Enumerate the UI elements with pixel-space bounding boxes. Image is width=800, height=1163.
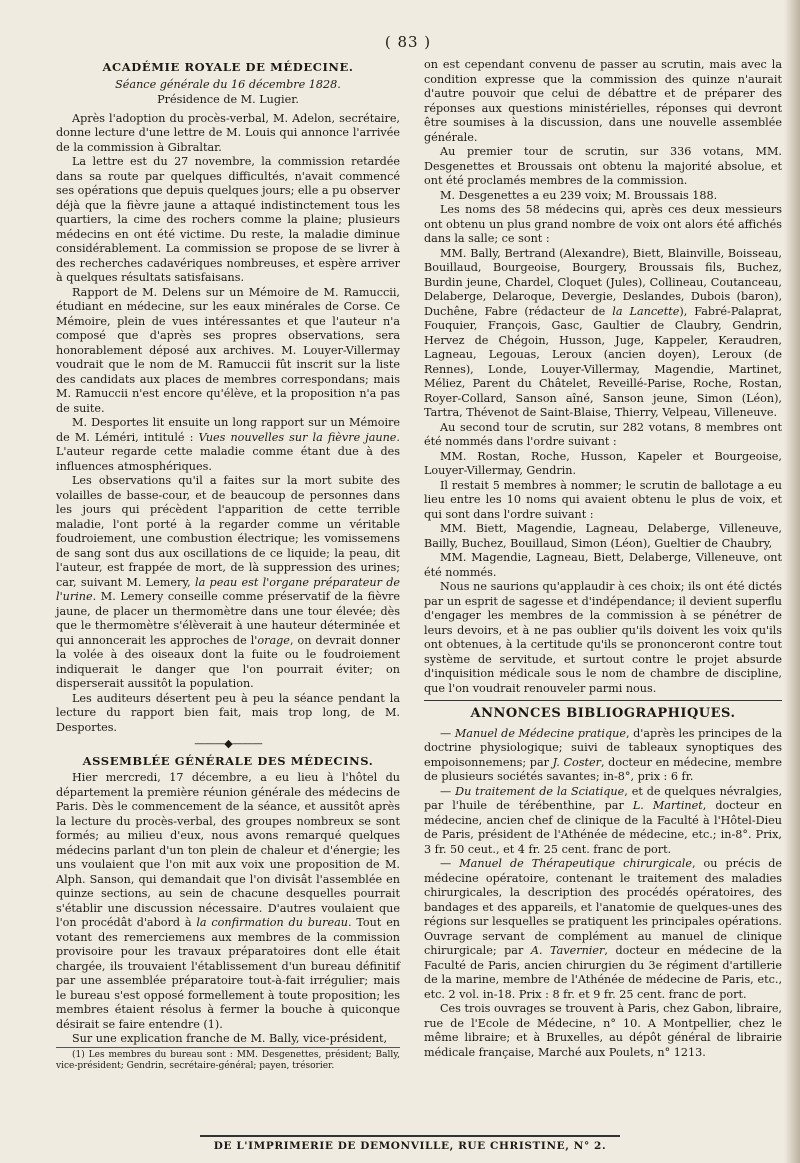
paragraph: on est cependant convenu de passer au scrutin, mais avec la condition expresse que la commission des quinze n'aurait d'autre pouvoir que celui de débattre et de préparer des réponses aux questions ministérielles, réponses qui devront être soumises à la discussion, dans une nouvelle assemblée générale. <box>424 58 782 144</box>
book-author: A. Tavernier <box>530 944 605 957</box>
text-run: MM. Bally, Bertrand (Alexandre), Biett, Blainville, Boisseau, Bouillaud, Bourgeoise, Bourgery, Broussais fils, Buchez, Burdin jeune, Chardel, Cloquet (Jules), Collineau, Coutanceau, Delaberge, Delaroque, Devergie, Deslandes, Dubois (baron), Duchêne, Fabre (rédacteur de <box>424 246 782 318</box>
text-run: , docteur en médecine, ancien chef de clinique de la Faculté à l'Hôtel-Dieu de Paris, président de l'Athénée de médecine, etc.; in-8°. Prix, 3 fr. 50 ceut., et 4 fr. 25 cent. franc de port. <box>424 799 782 856</box>
text-run: Les observations qu'il a faites sur la mort subite des volailles de basse-cour, et de beaucoup de personnes dans les jours qui précèdent l'apparition de cette terrible maladie, l'ont porté à la regarder comme un véritable foudroiement, une combustion électrique; les vomissemens de sang sont dus aux oscillations de ce liquide; la peau, dit l'auteur, est frappée de mort, de là suppression des urines; car, suivant M. Lemery, <box>56 474 400 589</box>
paragraph <box>56 474 400 692</box>
paragraph: Au second tour de scrutin, sur 282 votans, 8 membres ont été nommés dans l'ordre suivant : <box>424 420 782 448</box>
ornament-divider: ———◆——— <box>194 737 262 750</box>
paragraph: Après l'adoption du procès-verbal, M. Adelon, secrétaire, donne lecture d'une lettre de M. Louis qui annonce l'arrivée de la commission à Gibraltar. <box>56 111 400 154</box>
paragraph: Rapport de M. Delens sur un Mémoire de M. Ramuccii, étudiant en médecine, sur les eaux minérales de Corse. Ce Mémoire, plein de vues intéressantes et que l'auteur n'a composé que d'après ses propres observations, sera honorablement déposé aux archives. M. Louyer-Villermay voudrait que le nom de M. Ramuccii fût inscrit sur la liste des candidats aux places de membres correspondans; mais M. Ramuccii n'est encore qu'élève, et la proposition n'a pas de suite. <box>56 285 400 415</box>
paragraph <box>56 771 400 1032</box>
paragraph: Ces trois ouvrages se trouvent à Paris, chez Gabon, libraire, rue de l'Ecole de Médecine, n° 10. A Montpellier, chez le même libraire; et à Bruxelles, au dépôt général de librairie médicale française, Marché aux Poulets, n° 1213. <box>424 1002 782 1059</box>
text-run: ), Fabré-Palaprat, Fouquier, François, Gasc, Gaultier de Claubry, Gendrin, Hervez de Chégoin, Husson, Juge, Kappeler, Keraudren, Lagneau, Legouas, Leroux (ancien doyen), Leroux (de Rennes), Londe, Louyer-Villermay, Magendie, Martinet, Méliez, Parent du Châtelet, Reveillé-Parise, Roche, Rostan, Royer-Collard, Sanson aîné, Sanson jeune, Simon (Léon), Tartra, Thévenot de Saint-Blaise, Thierry, Velpeau, Villeneuve. <box>424 304 783 419</box>
annonce-item: — Manuel de Médecine pratique, d'après les principes de la doctrine physiologique; suivi de tableaux synoptiques des empoisonnemens; par J. Coster, docteur en médecine, membre de plusieurs sociétés savantes; in-8°, prix : 6 fr. <box>424 726 782 783</box>
text-run: M. Lemery conseille comme préservatif de la fièvre jaune, de placer un thermomètre dans une tour élevée; dès que le thermomètre s'élèverait à une hauteur déterminée et qui annoncerait les approches de l' <box>56 590 400 647</box>
book-author: J. Coster <box>552 755 601 769</box>
paragraph <box>56 416 400 474</box>
text-run: , docteur en médecine de la Faculté de Paris, ancien chirurgien du 3e régiment d'artillerie de la marine, membre de l'Athénée de médecine de Paris, etc., etc. 2 vol. in-18. Prix : 8 fr. et 9 fr. 25 cent. franc de port. <box>424 944 782 1001</box>
book-title: Du traitement de la Sciatique <box>455 784 625 798</box>
right-column <box>424 58 782 1060</box>
text-run: , on devrait donner la volée à des oiseaux dont la fuite ou le foudroiement indiquerait le danger que l'on pourrait éviter; on disperserait aussitôt la population. <box>56 633 400 690</box>
italic-journal: la Lancette <box>612 304 680 318</box>
paragraph: Sur une explication franche de M. Bally, vice-président, <box>72 1032 388 1045</box>
session-date: Séance générale du 16 décembre 1828. <box>115 77 341 91</box>
text-run: , d'après les principes de la doctrine physiologique; suivi de tableaux synoptiques des empoisonnemens; par <box>424 726 782 769</box>
section-rule <box>424 700 782 701</box>
paragraph: Au premier tour de scrutin, sur 336 votans, MM. Desgenettes et Broussais ont obtenu la majorité absolue, et ont été proclamés membres de la commission. <box>424 145 782 187</box>
paragraph: MM. Biett, Magendie, Lagneau, Delaberge, Villeneuve, Bailly, Buchez, Bouillaud, Simon (Léon), Gueltier de Chaubry, <box>424 522 782 550</box>
paragraph: M. Desgenettes a eu 239 voix; M. Broussais 188. <box>440 188 718 202</box>
annonce-item: — Manuel de Thérapeutique chirurgicale, ou précis de médecine opératoire, contenant le traitement des maladies chirurgicales, la description des procédés opératoires, des bandages et des appareils, et l'anatomie de quelques-unes des régions sur lesquelles se pratiquent les principales opérations. Ouvrage servant de complément au manuel de clinique chirurgicale; par A. Tavernier, docteur en médecine de la Faculté de Paris, ancien chirurgien du 3e régiment d'artillerie de la marine, membre de l'Athénée de médecine de Paris, etc., etc. 2 vol. in-18. Prix : 8 fr. et 9 fr. 25 cent. franc de port. <box>424 857 782 1001</box>
text-run: Tout en votant des remerciemens aux membres de la commission provisoire pour les travaux préparatoires dont elle était chargée, ils trouvaient l'établissement d'un bureau définitif par une assemblée préparatoire tout-à-fait irrégulier; mais le bureau s'est opposé formellement à toute proposition; les membres étaient résolus à fermer la bouche à quiconque désirait se faire entendre (1). <box>56 916 401 1031</box>
book-title: Manuel de Thérapeutique chirurgicale <box>459 857 692 870</box>
text-run: L'auteur regarde cette maladie comme étant due à des influences atmosphériques. <box>56 445 400 473</box>
page-edge-shadow <box>784 0 800 1163</box>
printer-imprint: DE L'IMPRIMERIE DE DEMONVILLE, RUE CHRISTINE, N° 2. <box>200 1135 620 1152</box>
presidence-line: Présidence de M. Lugier. <box>157 93 299 106</box>
book-title: Manuel de Médecine pratique <box>454 726 626 740</box>
footnote: (1) Les membres du bureau sont : MM. Desgenettes, président; Bally, vice-président; Gendrin, secrétaire-général; payen, trésorier. <box>56 1047 400 1072</box>
academie-heading: ACADÉMIE ROYALE DE MÉDECINE. <box>102 60 354 74</box>
paragraph: Nous ne saurions qu'applaudir à ces choix; ils ont été dictés par un esprit de sagesse et d'indépendance; il devient superflu d'engager les membres de la commission à se pénétrer de leurs devoirs, et à ne pas oublier qu'ils doivent les voix qu'ils ont obtenues, à la certitude qu'ils se prononceront contre tout système de servitude, et surtout contre le projet absurde d'inquisition médicale sous le nom de chambre de discipline, que l'on voudrait renouveler parmi nous. <box>424 580 782 695</box>
paragraph: La lettre est du 27 novembre, la commission retardée dans sa route par quelques difficultés, n'avait commencé ses opérations que depuis quelques jours; elle a pu observer déjà que la fièvre jaune a attaqué indistinctement tous les quartiers, la cime des rochers comme la plaine; plusieurs médecins en ont été victime. Du reste, la maladie diminue considérablement. La commission se propose de se livrer à des recherches cadavériques nombreuses, et espère arriver à quelques résultats satisfaisans. <box>56 155 400 284</box>
annonce-item: — Du traitement de la Sciatique, et de quelques névralgies, par l'huile de térébenthine, par L. Martinet, docteur en médecine, ancien chef de clinique de la Faculté à l'Hôtel-Dieu de Paris, président de l'Athénée de médecine, etc.; in-8°. Prix, 3 fr. 50 ceut., et 4 fr. 25 cent. franc de port. <box>424 784 783 856</box>
left-column <box>56 58 400 1072</box>
text-run: Hier mercredi, 17 décembre, a eu lieu à l'hôtel du département la première réunion générale des médecins de Paris. Dès le commencement de la séance, et aussitôt après la lecture du procès-verbal, des groupes nombreux se sont formés; au milieu d'eux, nous avons remarqué quelques médecins parlant d'un ton plein de chaleur et d'énergie; les uns voulaient que l'on mit aux voix une proposition de M. Alph. Sanson, qui demandait que l'on divisât l'assemblée en quinze sections, au sein de chacune desquelles pourrait s'établir une discussion nécessaire. D'autres voulaient que l'on procédât d'abord à <box>56 771 400 929</box>
paragraph: MM. Magendie, Lagneau, Biett, Delaberge, Villeneuve, ont été nommés. <box>424 551 782 579</box>
paragraph: Il restait 5 membres à nommer; le scrutin de ballotage a eu lieu entre les 10 noms qui avaient obtenu le plus de voix, et qui sont dans l'ordre suivant : <box>424 478 782 521</box>
paragraph: Les auditeurs désertent peu à peu la séance pendant la lecture du rapport bien fait, mais trop long, de M. Desportes. <box>56 691 400 734</box>
page-number: ( 83 ) <box>384 33 432 51</box>
italic-quote: la peau est l'organe préparateur de l'urine. <box>56 575 401 603</box>
text-run: , et de quelques névralgies, par l'huile de térébenthine, par <box>424 784 783 812</box>
paragraph: Les noms des 58 médecins qui, après ces deux messieurs ont obtenu un plus grand nombre de voix ont alors été affichés dans la salle; ce sont : <box>424 203 782 245</box>
italic-phrase: la confirmation du bureau. <box>196 916 352 929</box>
text-run: M. Desportes lit ensuite un long rapport sur un Mémoire de M. Léméri, intitulé : <box>56 416 400 444</box>
assemblee-heading: ASSEMBLÉE GÉNÉRALE DES MÉDECINS. <box>82 753 374 768</box>
paragraph: MM. Rostan, Roche, Husson, Kapeler et Bourgeoise, Louyer-Villermay, Gendrin. <box>424 449 782 477</box>
book-author: L. Martinet <box>632 799 703 812</box>
text-run: , ou précis de médecine opératoire, contenant le traitement des maladies chirurgicales, la description des procédés opératoires, des bandages et des appareils, et l'anatomie de quelques-unes des régions sur lesquelles se pratiquent les principales opérations. Ouvrage servant de complément au manuel de clinique chirurgicale; par <box>424 857 782 957</box>
italic-word: orage <box>257 633 290 647</box>
paragraph <box>424 247 782 421</box>
memoir-title: Vues nouvelles sur la fièvre jaune. <box>198 430 400 444</box>
text-run: , docteur en médecine, membre de plusieurs sociétés savantes; in-8°, prix : 6 fr. <box>424 755 782 783</box>
annonces-heading: ANNONCES BIBLIOGRAPHIQUES. <box>470 706 736 721</box>
